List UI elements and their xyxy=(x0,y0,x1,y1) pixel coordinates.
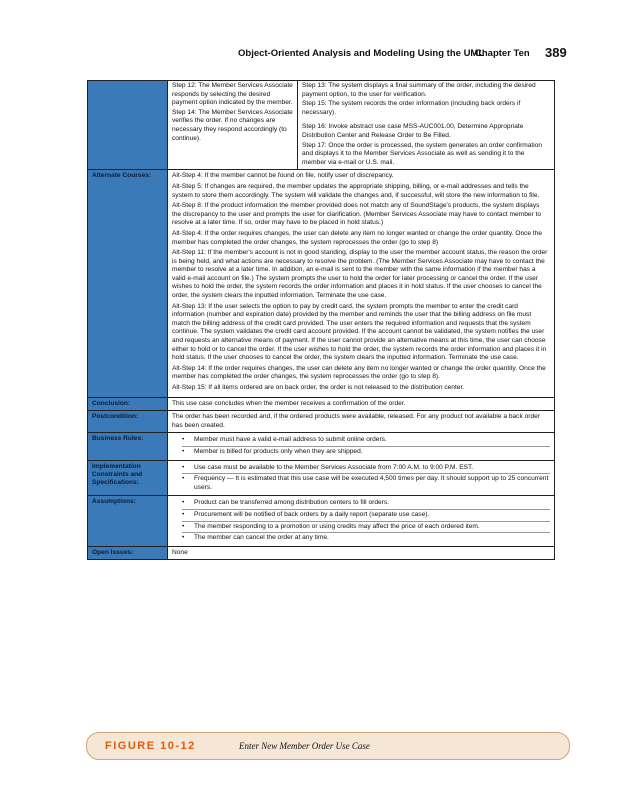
chapter-label: Chapter Ten xyxy=(475,48,530,59)
implementation-row xyxy=(88,460,554,496)
list-item: • Frequency — It is estimated that this use case will be executed 4,500 times per day. It should support up to 25 concurrent users. xyxy=(182,473,550,493)
alt-step: Alt-Step 14: If the order requires changes, the user can delete any item no longer wanted or change the order quantity. Once the member has completed the order changes, the system reprocesses the order (go to step 8). xyxy=(172,364,546,381)
alternate-courses-row xyxy=(88,169,554,396)
alt-step: Alt-Step 8: If the product information the member provided does not match any of SoundStage's products, the system displays the discrepancy to the user and prompts the user for clarification. (Member Services Associate may have to contact member to resolve at a later time. If so, order may have to be placed in hold status.) xyxy=(172,202,542,227)
alternate-courses-content xyxy=(168,170,554,396)
implementation-content xyxy=(168,461,554,496)
figure-caption xyxy=(86,732,570,760)
assumptions-label: Assumptions: xyxy=(88,496,168,545)
alternate-courses-label: Alternate Courses: xyxy=(88,170,168,396)
alt-step: Alt-Step 4: If the order requires changes, the user can delete any item no longer wanted or change the order quantity. Once the member has completed the order changes, the system reprocesses the order (go to step 8) xyxy=(172,229,543,246)
assumptions-row xyxy=(88,495,554,545)
business-rules-label: Business Rules: xyxy=(88,433,168,459)
alt-step: Alt-Step 15: If all items ordered are on back order, the order is not released to the distribution center. xyxy=(172,384,465,391)
step-12: Step 12: The Member Services Associate responds by selecting the desired payment option indicated by the member. xyxy=(172,82,293,107)
step-14: Step 14: The Member Services Associate verifies the order. If no changes are necessary they respond accordingly (to continue). xyxy=(172,108,293,142)
list-item: • Procurement will be notified of back orders by a daily report (separate use case). xyxy=(182,509,550,521)
list-item: • Product can be transferred among distribution centers to fill orders. xyxy=(182,498,550,509)
open-issues-row xyxy=(88,546,554,560)
conclusion-label: Conclusion: xyxy=(88,398,168,411)
system-responses-column xyxy=(298,81,554,169)
steps-row xyxy=(88,81,554,169)
alt-step: Alt-Step 11: If the member's account is not in good standing, display to the user the member account status, the reason the order is being held, and what actions are necessary to resolve the problem. (The Member Services Associate may have to contact the member to resolve at a later time. In addition, an e-mail is sent to the member with the same information if the member has a valid e-mail account on file.) The system prompts the user to hold the order for later processing or cancel the order. If the user wishes to hold the order, the system records the order information and places it in hold status. If the user chooses to cancel the order, the system clears the inputted information. Terminate the use case. xyxy=(172,249,548,300)
figure-title: Enter New Member Order Use Case xyxy=(239,741,370,751)
open-issues-label: Open Issues: xyxy=(88,547,168,560)
postcondition-row xyxy=(88,410,554,432)
use-case-table xyxy=(87,80,555,560)
business-rules-content xyxy=(168,433,554,459)
alt-step: Alt-Step 4: If the member cannot be found on file, notify user of discrepancy. xyxy=(172,172,394,180)
postcondition-label: Postcondition: xyxy=(88,411,168,432)
steps-content xyxy=(168,81,554,169)
figure-number: FIGURE 10-12 xyxy=(105,740,196,752)
alt-step: Alt-Step 5: If changes are required, the member updates the appropriate shipping, billing, or e-mail addresses and tells the system to store them accordingly. The system will validate the changes and, if successful, will store the new information to file. xyxy=(172,182,540,199)
step-16: Step 16: Invoke abstract use case MSS-AUC001.00, Determine Appropriate Distribution Center and Release Order to Be Filled. xyxy=(302,123,524,139)
list-item: • Use case must be available to the Member Services Associate from 7:00 A.M. to 9:00 P.M. EST. xyxy=(182,463,550,474)
conclusion-content: This use case concludes when the member receives a confirmation of the order. xyxy=(172,399,406,407)
list-item: • Member is billed for products only when they are shipped. xyxy=(182,446,550,458)
actor-actions-column xyxy=(168,81,298,169)
list-item: • The member can cancel the order at any time. xyxy=(182,532,550,544)
page-number: 389 xyxy=(545,45,567,60)
steps-label-cell xyxy=(88,81,168,169)
running-title: Object-Oriented Analysis and Modeling Using the UML xyxy=(238,48,485,59)
business-rules-row xyxy=(88,432,554,459)
page-header xyxy=(0,45,619,65)
implementation-label: Implementation Constraints and Specifications: xyxy=(88,461,168,496)
postcondition-content: The order has been recorded and, if the ordered products were available, released. For any product not available a back order has been created. xyxy=(172,413,541,429)
alt-step: Alt-Step 13: If the user selects the option to pay by credit card, the system prompts the member to enter the credit card information (number and expiration date) provided by the member and reminds the user that the billing address on file must match the billing address of the credit card provided. The user enters the required information and requests that the system continue. The system validates the credit card account provided. If the account cannot be validated, the system notifies the user and requests an alternative means of payment. If the user cannot provide an alternative means at this time, the user can choose either to hold or to cancel the order. If the user wishes to hold the order, the system records the order information and places it in hold status. If the user chooses to cancel the order, the system clears the inputted information. Terminate the use case. xyxy=(172,302,547,362)
list-item: • Member must have a valid e-mail address to submit online orders. xyxy=(182,435,550,446)
step-13: Step 13: The system displays a final summary of the order, including the desired payment option, to the user for verification. xyxy=(302,82,536,98)
step-17: Step 17: Once the order is processed, the system generates an order confirmation and displays it to the Member Services Associate as well as sending it to the member via e-mail or U.S. mail. xyxy=(302,141,543,166)
step-15: Step 15: The system records the order information (including back orders if necessary). xyxy=(302,100,521,116)
conclusion-row xyxy=(88,397,554,411)
open-issues-content: None xyxy=(172,548,188,556)
assumptions-content xyxy=(168,496,554,545)
list-item: • The member responding to a promotion or using credits may affect the price of each ordered item. xyxy=(182,521,550,533)
